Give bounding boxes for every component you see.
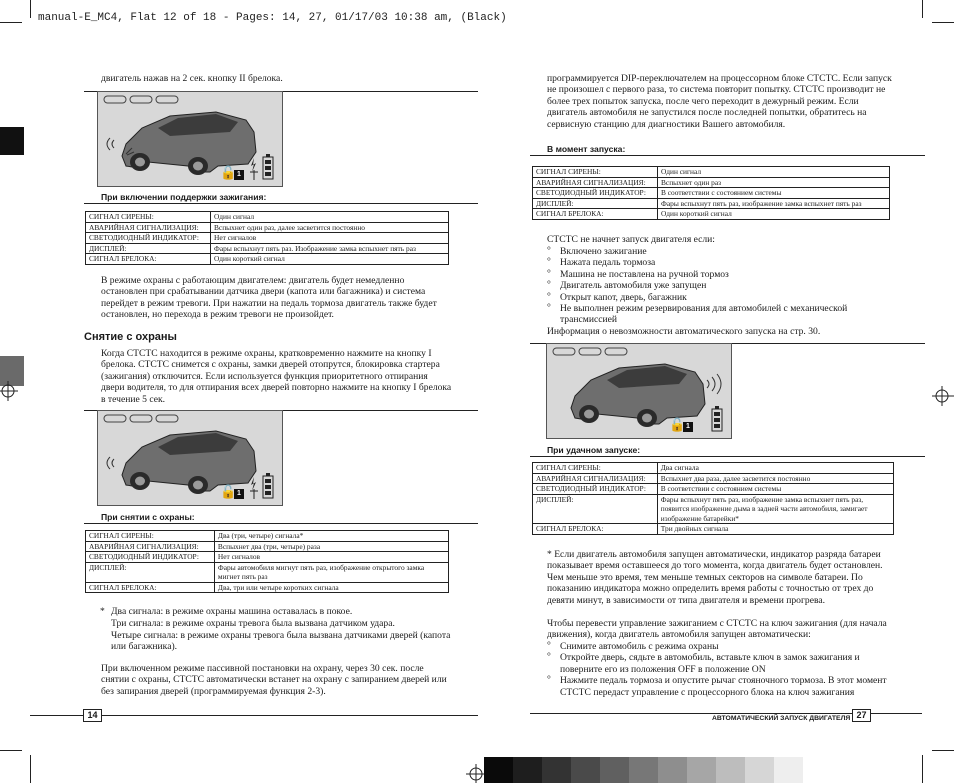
divider	[530, 456, 925, 457]
page-number-left: 14	[83, 709, 102, 722]
side-tab-top	[0, 127, 24, 155]
color-swatch	[484, 757, 513, 783]
caption-disarm: При снятии с охраны:	[101, 512, 195, 522]
page-number-right: 27	[852, 709, 871, 722]
table-row: СВЕТОДИОДНЫЙ ИНДИКАТОР: Нет сигналов	[86, 552, 449, 563]
lock-icon: 🔓	[220, 165, 237, 180]
list-item: ° Нажмите педаль тормоза и опустите рычаг стояночного тормоза. В этот момент СТСТС передаст управление с процессорного блока на ключ зажигания	[547, 675, 887, 698]
list-item: ° Не выполнен режим резервирования для автомобилей с механической трансмиссией	[547, 303, 877, 326]
paragraph-disarm: Когда СТСТС находится в режиме охраны, кратковременно нажмите на кнопку I брелока. СТСТС снимется с охраны, замки дверей отопрутся, блокировка стартера (зажигания) отключится. Если используется функция приоритетного отпирания двери водителя, то для отпирания всех дверей повторно нажмите на кнопку I брелока в течение 5 сек.	[101, 348, 452, 405]
print-header: manual-E_MC4, Flat 12 of 18 - Pages: 14, 27, 01/17/03 10:38 am, (Black)	[38, 12, 507, 24]
lock-icon: 🔓	[669, 417, 686, 432]
crop-mark	[922, 0, 923, 18]
table-row: ДИСПЛЕЙ: Фары автомобиля мигнут пять раз, изображение открытого замка мигнет пять раз	[86, 562, 449, 582]
signal-table-ignition	[85, 211, 449, 265]
table-row: ДИСПЛЕЙ: Фары вспыхнут пять раз, изображение замка вспыхнет пять раз	[533, 198, 890, 209]
table-row: СВЕТОДИОДНЫЙ ИНДИКАТОР: Нет сигналов	[86, 233, 449, 244]
color-swatch	[716, 757, 745, 783]
crop-mark	[922, 755, 923, 783]
keyfob-lcd-illustration	[546, 343, 732, 439]
paragraph-battery-indicator: * Если двигатель автомобиля запущен автоматически, индикатор разряда батареи показывает время оставшееся до того момента, когда двигатель будет остановлен. Чем меньше это время, тем меньше темных секторов на символе батареи. По показанию индикатора можно определить время работы с точностью от трех до девяти минут, в зависимости от типа двигателя и времени прогрева.	[547, 549, 883, 606]
crop-mark	[932, 750, 954, 751]
table-row: СИГНАЛ БРЕЛОКА: Три двойных сигнала	[533, 524, 894, 535]
table-row: СВЕТОДИОДНЫЙ ИНДИКАТОР: В соответствии с состоянием системы	[533, 484, 894, 495]
color-swatch	[600, 757, 629, 783]
color-swatch	[542, 757, 571, 783]
signal-table-success	[532, 462, 894, 535]
table-row: ДИСПЛЕЙ: Фары вспыхнут пять раз, изображение замка вспыхнет пять раз, появится изображение дыма в задней части автомобиля, замигает изображение батарейки*	[533, 494, 894, 524]
paragraph-transfer-control: Чтобы перевести управление зажиганием с СТСТС на ключ зажигания (для начала движения), когда двигатель автомобиля запущен автоматически:	[547, 618, 887, 641]
registration-mark-left	[0, 379, 20, 403]
table-row: АВАРИЙНАЯ СИГНАЛИЗАЦИЯ: Вспыхнет два (три, четыре) раза	[86, 541, 449, 552]
divider	[84, 523, 478, 524]
caption-start-moment: В момент запуска:	[547, 144, 626, 154]
table-row: АВАРИЙНАЯ СИГНАЛИЗАЦИЯ: Вспыхнет один раз, далее засветится постоянно	[86, 222, 449, 233]
note-two-signals: Два сигнала: в режиме охраны машина оставалась в покое.	[111, 606, 353, 617]
table-row: АВАРИЙНАЯ СИГНАЛИЗАЦИЯ: Вспыхнет два раза, далее засветится постоянно	[533, 473, 894, 484]
list-intro: СТСТС не начнет запуск двигателя если:	[547, 234, 715, 245]
car-lcd-drawing	[547, 344, 731, 438]
table-row: СИГНАЛ СИРЕНЫ: Два сигнала	[533, 463, 894, 474]
footnote-marker: *	[100, 606, 105, 617]
unlock-icon: 🔓	[220, 484, 237, 499]
divider	[530, 155, 925, 156]
table-row: АВАРИЙНАЯ СИГНАЛИЗАЦИЯ: Вспыхнет один раз	[533, 177, 890, 188]
battery-icon	[711, 406, 723, 432]
list-item: ° Снимите автомобиль с режима охраны	[547, 641, 887, 652]
list-item: ° Включено зажигание	[547, 246, 877, 257]
antenna-icon	[248, 477, 260, 499]
list-outro: Информация о невозможности автоматического запуска на стр. 30.	[547, 326, 821, 337]
color-swatch	[629, 757, 658, 783]
list-item: ° Двигатель автомобиля уже запущен	[547, 280, 877, 291]
color-swatch	[687, 757, 716, 783]
list-item: ° Нажата педаль тормоза	[547, 257, 877, 268]
paragraph-armed-engine: В режиме охраны с работающим двигателем: двигатель будет немедленно остановлен при срабатывании датчика двери (капота или багажника) и система перейдет в режим тревоги. При нажатии на педаль тормоза двигатель также будет остановлен, но перехода в режим тревоги не произойдет.	[101, 275, 437, 321]
table-row: ДИСПЛЕЙ: Фары вспыхнут пять раз. Изображение замка вспыхнет пять раз	[86, 243, 449, 254]
table-row: СВЕТОДИОДНЫЙ ИНДИКАТОР: В соответствии с состоянием системы	[533, 188, 890, 199]
color-swatch	[658, 757, 687, 783]
caption-ignition: При включении поддержки зажигания:	[101, 192, 267, 202]
table-row: СИГНАЛ СИРЕНЫ: Два (три, четыре) сигнала*	[86, 531, 449, 542]
note-four-signals: Четыре сигнала: в режиме охраны тревога была вызвана датчиками дверей (капота или багажника).	[111, 630, 451, 653]
lcd-digit: 1	[237, 490, 241, 497]
color-calibration-bar	[484, 757, 803, 783]
lcd-digit: 1	[237, 171, 241, 178]
paragraph-passive-arming: При включенном режиме пассивной постановки на охрану, через 30 сек. после снятии с охраны, СТСТС автоматически встанет на охрану с запиранием дверей или без запирания дверей (программируемая функция 2-3).	[101, 663, 447, 697]
battery-icon	[262, 473, 274, 499]
table-row: СИГНАЛ БРЕЛОКА: Два, три или четыре коротких сигнала	[86, 582, 449, 593]
note-three-signals: Три сигнала: в режиме охраны тревога была вызвана датчиком удара.	[111, 618, 395, 629]
color-swatch	[571, 757, 600, 783]
list-item: ° Машина не поставлена на ручной тормоз	[547, 269, 877, 280]
signal-table-disarm	[85, 530, 449, 593]
antenna-icon	[248, 158, 260, 180]
registration-mark-right	[930, 384, 954, 408]
crop-mark	[0, 750, 22, 751]
list-item: ° Открыт капот, дверь, багажник	[547, 292, 877, 303]
lcd-digit: 1	[686, 423, 690, 430]
crop-mark	[932, 22, 954, 23]
signal-table-start	[532, 166, 890, 220]
transfer-steps-list	[547, 641, 887, 698]
color-swatch	[774, 757, 803, 783]
table-row: СИГНАЛ СИРЕНЫ: Один сигнал	[533, 167, 890, 178]
table-row: СИГНАЛ БРЕЛОКА: Один короткий сигнал	[86, 254, 449, 265]
crop-mark	[0, 22, 22, 23]
crop-mark	[30, 0, 31, 18]
list-item: ° Откройте дверь, сядьте в автомобиль, вставьте ключ в замок зажигания и поверните его из положения OFF в положение ON	[547, 652, 887, 675]
paragraph-retry: программируется DIP-переключателем на процессорном блоке СТСТС. Если запуск не произошел с первого раза, то система повторит попытку. СТСТС производит не более трех попыток запуска, после чего переходит в дежурный режим. Если двигатель автомобиля не запустился после последней попытки, обратитесь на сервисную станцию для диагностики Вашего автомобиля.	[547, 73, 892, 130]
table-row: СИГНАЛ СИРЕНЫ: Один сигнал	[86, 212, 449, 223]
section-heading-disarm: Снятие с охраны	[84, 331, 177, 343]
table-row: СИГНАЛ БРЕЛОКА: Один короткий сигнал	[533, 209, 890, 220]
left-intro: двигатель нажав на 2 сек. кнопку II брелока.	[101, 73, 283, 84]
keyfob-lcd-illustration	[97, 91, 283, 187]
color-swatch	[745, 757, 774, 783]
keyfob-lcd-illustration	[97, 410, 283, 506]
crop-mark	[30, 755, 31, 783]
running-footer: АВТОМАТИЧЕСКИЙ ЗАПУСК ДВИГАТЕЛЯ	[712, 715, 851, 722]
caption-start-success: При удачном запуске:	[547, 445, 641, 455]
battery-icon	[262, 154, 274, 180]
divider	[84, 203, 478, 204]
color-swatch	[513, 757, 542, 783]
start-blocker-list	[547, 246, 877, 326]
